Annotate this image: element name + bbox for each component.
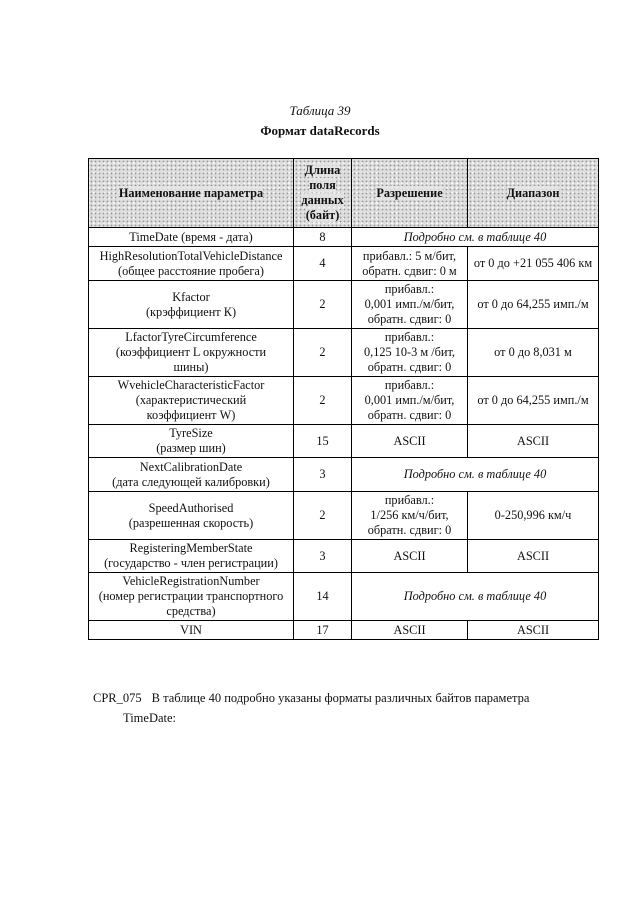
parameter-name-cell (89, 492, 294, 540)
range-cell (468, 492, 599, 540)
range-cell-line: от 0 до 64,255 имп./м (477, 393, 589, 407)
range-cell-line: ASCII (516, 622, 550, 637)
field-length-cell: 15 (294, 425, 352, 458)
resolution-cell-line: 0,001 имп./м/бит, (364, 297, 455, 311)
note-paragraph (93, 688, 613, 728)
note-code: CPR_075 (93, 691, 142, 705)
parameter-name-cell-line: (крэффициент К) (145, 304, 237, 319)
range-cell-line: ASCII (516, 433, 550, 448)
resolution-cell-line: 1/256 км/ч/бит, (370, 508, 449, 522)
header-field-length: Длина поля данных (байт) (294, 159, 352, 228)
parameter-name-cell-line: (государство - член регистрации) (104, 556, 278, 570)
parameter-name-cell (89, 228, 294, 247)
header-resolution: Разрешение (352, 159, 468, 228)
parameter-name-cell-line: LfactorTyreCircumference (125, 330, 257, 344)
range-cell (468, 281, 599, 329)
parameter-name-cell-line: (разрешенная скорость) (128, 515, 254, 530)
range-cell-line: от 0 до 8,031 м (494, 345, 572, 359)
parameter-name-cell-line: RegisteringMemberState (129, 541, 253, 555)
parameter-name-cell (89, 458, 294, 492)
resolution-cell (352, 377, 468, 425)
field-length-cell: 2 (294, 329, 352, 377)
parameter-name-cell (89, 329, 294, 377)
table-row (89, 377, 599, 425)
range-cell (468, 329, 599, 377)
table-row (89, 329, 599, 377)
detail-reference-cell: Подробно см. в таблице 40 (352, 228, 599, 247)
parameter-name-cell-line: Kfactor (172, 289, 210, 304)
resolution-cell-line: обратн. сдвиг: 0 (367, 408, 452, 422)
parameter-name-cell-line: коэффициент W) (146, 408, 236, 422)
resolution-cell-line: прибавл.: (384, 493, 435, 507)
parameter-name-cell-line: TyreSize (169, 426, 213, 440)
parameter-name-cell-line: (общее расстояние пробега) (118, 263, 264, 278)
parameter-name-cell-line: SpeedAuthorised (148, 500, 234, 515)
parameter-name-cell (89, 247, 294, 281)
header-parameter-name: Наименование параметра (89, 159, 294, 228)
detail-reference-cell: Подробно см. в таблице 40 (352, 573, 599, 621)
resolution-cell-line: прибавл.: (384, 378, 435, 392)
parameter-name-cell (89, 573, 294, 621)
parameter-name-cell-line: (характеристический (135, 393, 247, 407)
table-row (89, 458, 599, 492)
parameter-name-cell (89, 425, 294, 458)
parameter-name-cell-line: средства) (166, 604, 216, 618)
resolution-cell-line: обратн. сдвиг: 0 (367, 523, 452, 537)
resolution-cell-line: прибавл.: 5 м/бит, (362, 248, 457, 263)
table-caption-number: Таблица 39 (289, 103, 351, 118)
resolution-cell (352, 492, 468, 540)
resolution-cell-line: ASCII (393, 548, 426, 563)
note-continuation: TimeDate: (123, 711, 177, 725)
field-length-cell: 17 (294, 621, 352, 640)
resolution-cell-line: ASCII (393, 622, 426, 637)
table-row (89, 621, 599, 640)
table-row (89, 425, 599, 458)
field-length-cell: 2 (294, 377, 352, 425)
field-length-cell: 3 (294, 458, 352, 492)
field-length-cell: 14 (294, 573, 352, 621)
range-cell-line: ASCII (516, 548, 550, 563)
parameter-name-cell-line: (коэффициент L окружности (115, 345, 267, 359)
note-text: В таблице 40 подробно указаны форматы различных байтов параметра (151, 691, 530, 705)
data-records-table (88, 158, 599, 640)
resolution-cell (352, 425, 468, 458)
parameter-name-cell (89, 377, 294, 425)
field-length-cell: 3 (294, 540, 352, 573)
detail-reference-cell: Подробно см. в таблице 40 (352, 458, 599, 492)
resolution-cell (352, 540, 468, 573)
table-caption-title: Формат dataRecords (260, 123, 380, 138)
table-body (89, 228, 599, 640)
field-length-cell: 2 (294, 492, 352, 540)
parameter-name-cell-line: шины) (173, 360, 209, 374)
resolution-cell-line: 0,001 имп./м/бит, (364, 393, 455, 407)
parameter-name-cell (89, 540, 294, 573)
range-cell (468, 377, 599, 425)
parameter-name-cell-line: VIN (180, 622, 202, 637)
resolution-cell (352, 281, 468, 329)
range-cell (468, 425, 599, 458)
range-cell (468, 540, 599, 573)
resolution-cell (352, 621, 468, 640)
resolution-cell (352, 329, 468, 377)
header-range: Диапазон (468, 159, 599, 228)
resolution-cell-line: обратн. сдвиг: 0 (367, 360, 452, 374)
table-row (89, 573, 599, 621)
resolution-cell-line: прибавл.: (384, 282, 435, 296)
table-row (89, 492, 599, 540)
resolution-cell (352, 247, 468, 281)
resolution-cell-line: ASCII (393, 433, 426, 448)
field-length-cell: 2 (294, 281, 352, 329)
field-length-cell: 4 (294, 247, 352, 281)
table-row (89, 247, 599, 281)
parameter-name-cell-line: NextCalibrationDate (139, 459, 243, 474)
parameter-name-cell-line: VehicleRegistrationNumber (122, 574, 260, 588)
resolution-cell-line: обратн. сдвиг: 0 (367, 312, 452, 326)
table-row (89, 281, 599, 329)
field-length-cell: 8 (294, 228, 352, 247)
table-row (89, 540, 599, 573)
table-header-row (89, 159, 599, 228)
resolution-cell-line: 0,125 10-3 м /бит, (364, 345, 455, 359)
parameter-name-cell-line: WvehicleCharacteristicFactor (117, 378, 265, 392)
range-cell (468, 247, 599, 281)
range-cell (468, 621, 599, 640)
parameter-name-cell-line: TimeDate (время - дата) (129, 229, 253, 244)
parameter-name-cell (89, 281, 294, 329)
parameter-name-cell-line: (размер шин) (156, 441, 226, 455)
range-cell-line: 0-250,996 км/ч (494, 508, 572, 522)
resolution-cell-line: прибавл.: (384, 330, 435, 344)
range-cell-line: от 0 до +21 055 406 км (473, 256, 593, 270)
resolution-cell-line: обратн. сдвиг: 0 м (362, 263, 457, 278)
parameter-name-cell-line: (дата следующей калибровки) (112, 474, 270, 489)
parameter-name-cell (89, 621, 294, 640)
parameter-name-cell-line: (номер регистрации транспортного (98, 589, 284, 603)
table-row (89, 228, 599, 247)
parameter-name-cell-line: HighResolutionTotalVehicleDistance (99, 248, 283, 263)
range-cell-line: от 0 до 64,255 имп./м (477, 297, 589, 311)
